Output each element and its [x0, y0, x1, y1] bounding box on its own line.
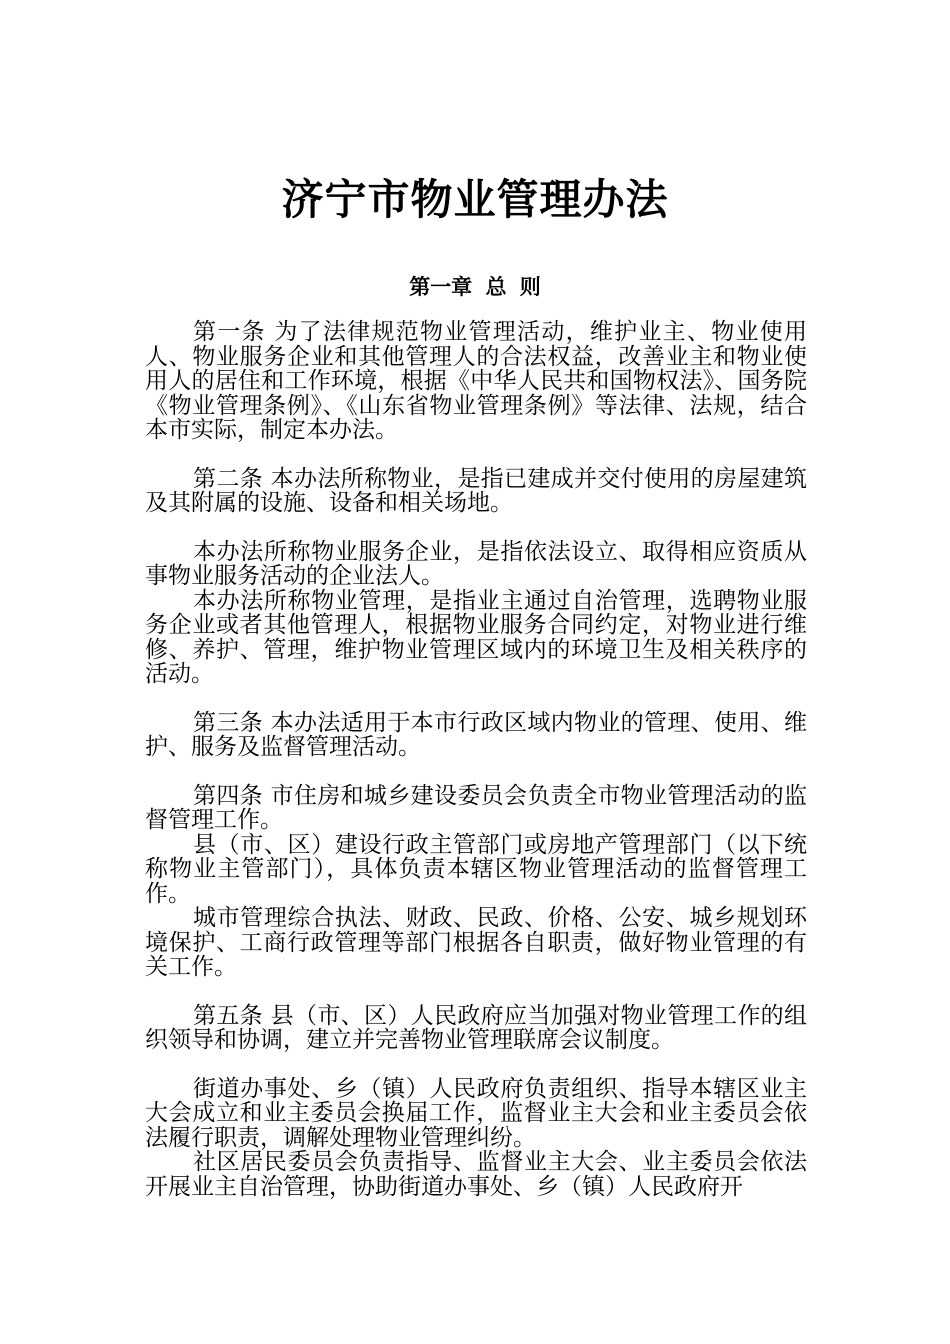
paragraph-article-3: 第三条 本办法适用于本市行政区域内物业的管理、使用、维护、服务及监督管理活动。 — [145, 709, 807, 760]
paragraph-county-department: 县（市、区）建设行政主管部门或房地产管理部门（以下统称物业主管部门），具体负责本辖区物业管理活动的监督管理工作。 — [145, 831, 807, 907]
document-body — [145, 320, 807, 1199]
paragraph-article-5: 第五条 县（市、区）人民政府应当加强对物业管理工作的组织领导和协调，建立并完善物业管理联席会议制度。 — [145, 1002, 807, 1053]
document-title: 济宁市物业管理办法 — [281, 175, 669, 224]
paragraph-street-office: 街道办事处、乡（镇）人民政府负责组织、指导本辖区业主大会成立和业主委员会换届工作，监督业主大会和业主委员会依法履行职责，调解处理物业管理纠纷。 — [145, 1075, 807, 1151]
paragraph-definition-enterprise: 本办法所称物业服务企业，是指依法设立、取得相应资质从事物业服务活动的企业法人。 — [145, 538, 807, 589]
paragraph-definition-management: 本办法所称物业管理，是指业主通过自治管理，选聘物业服务企业或者其他管理人，根据物业服务合同约定，对物业进行维修、养护、管理，维护物业管理区域内的环境卫生及相关秩序的活动。 — [145, 587, 807, 687]
paragraph-article-1: 第一条 为了法律规范物业管理活动，维护业主、物业使用人、物业服务企业和其他管理人的合法权益，改善业主和物业使用人的居住和工作环境，根据《中华人民共和国物权法》、国务院《物业管理条例》、《山东省物业管理条例》等法律、法规，结合本市实际，制定本办法。 — [145, 319, 807, 443]
paragraph-community-committee: 社区居民委员会负责指导、监督业主大会、业主委员会依法开展业主自治管理，协助街道办事处、乡（镇）人民政府开 — [145, 1149, 807, 1200]
paragraph-other-departments: 城市管理综合执法、财政、民政、价格、公安、城乡规划环境保护、工商行政管理等部门根据各自职责，做好物业管理的有关工作。 — [145, 905, 807, 980]
chapter-heading: 第一章 总 则 — [409, 274, 541, 299]
paragraph-article-4: 第四条 市住房和城乡建设委员会负责全市物业管理活动的监督管理工作。 — [145, 782, 807, 833]
paragraph-article-2: 第二条 本办法所称物业，是指已建成并交付使用的房屋建筑及其附属的设施、设备和相关场地。 — [145, 465, 807, 516]
